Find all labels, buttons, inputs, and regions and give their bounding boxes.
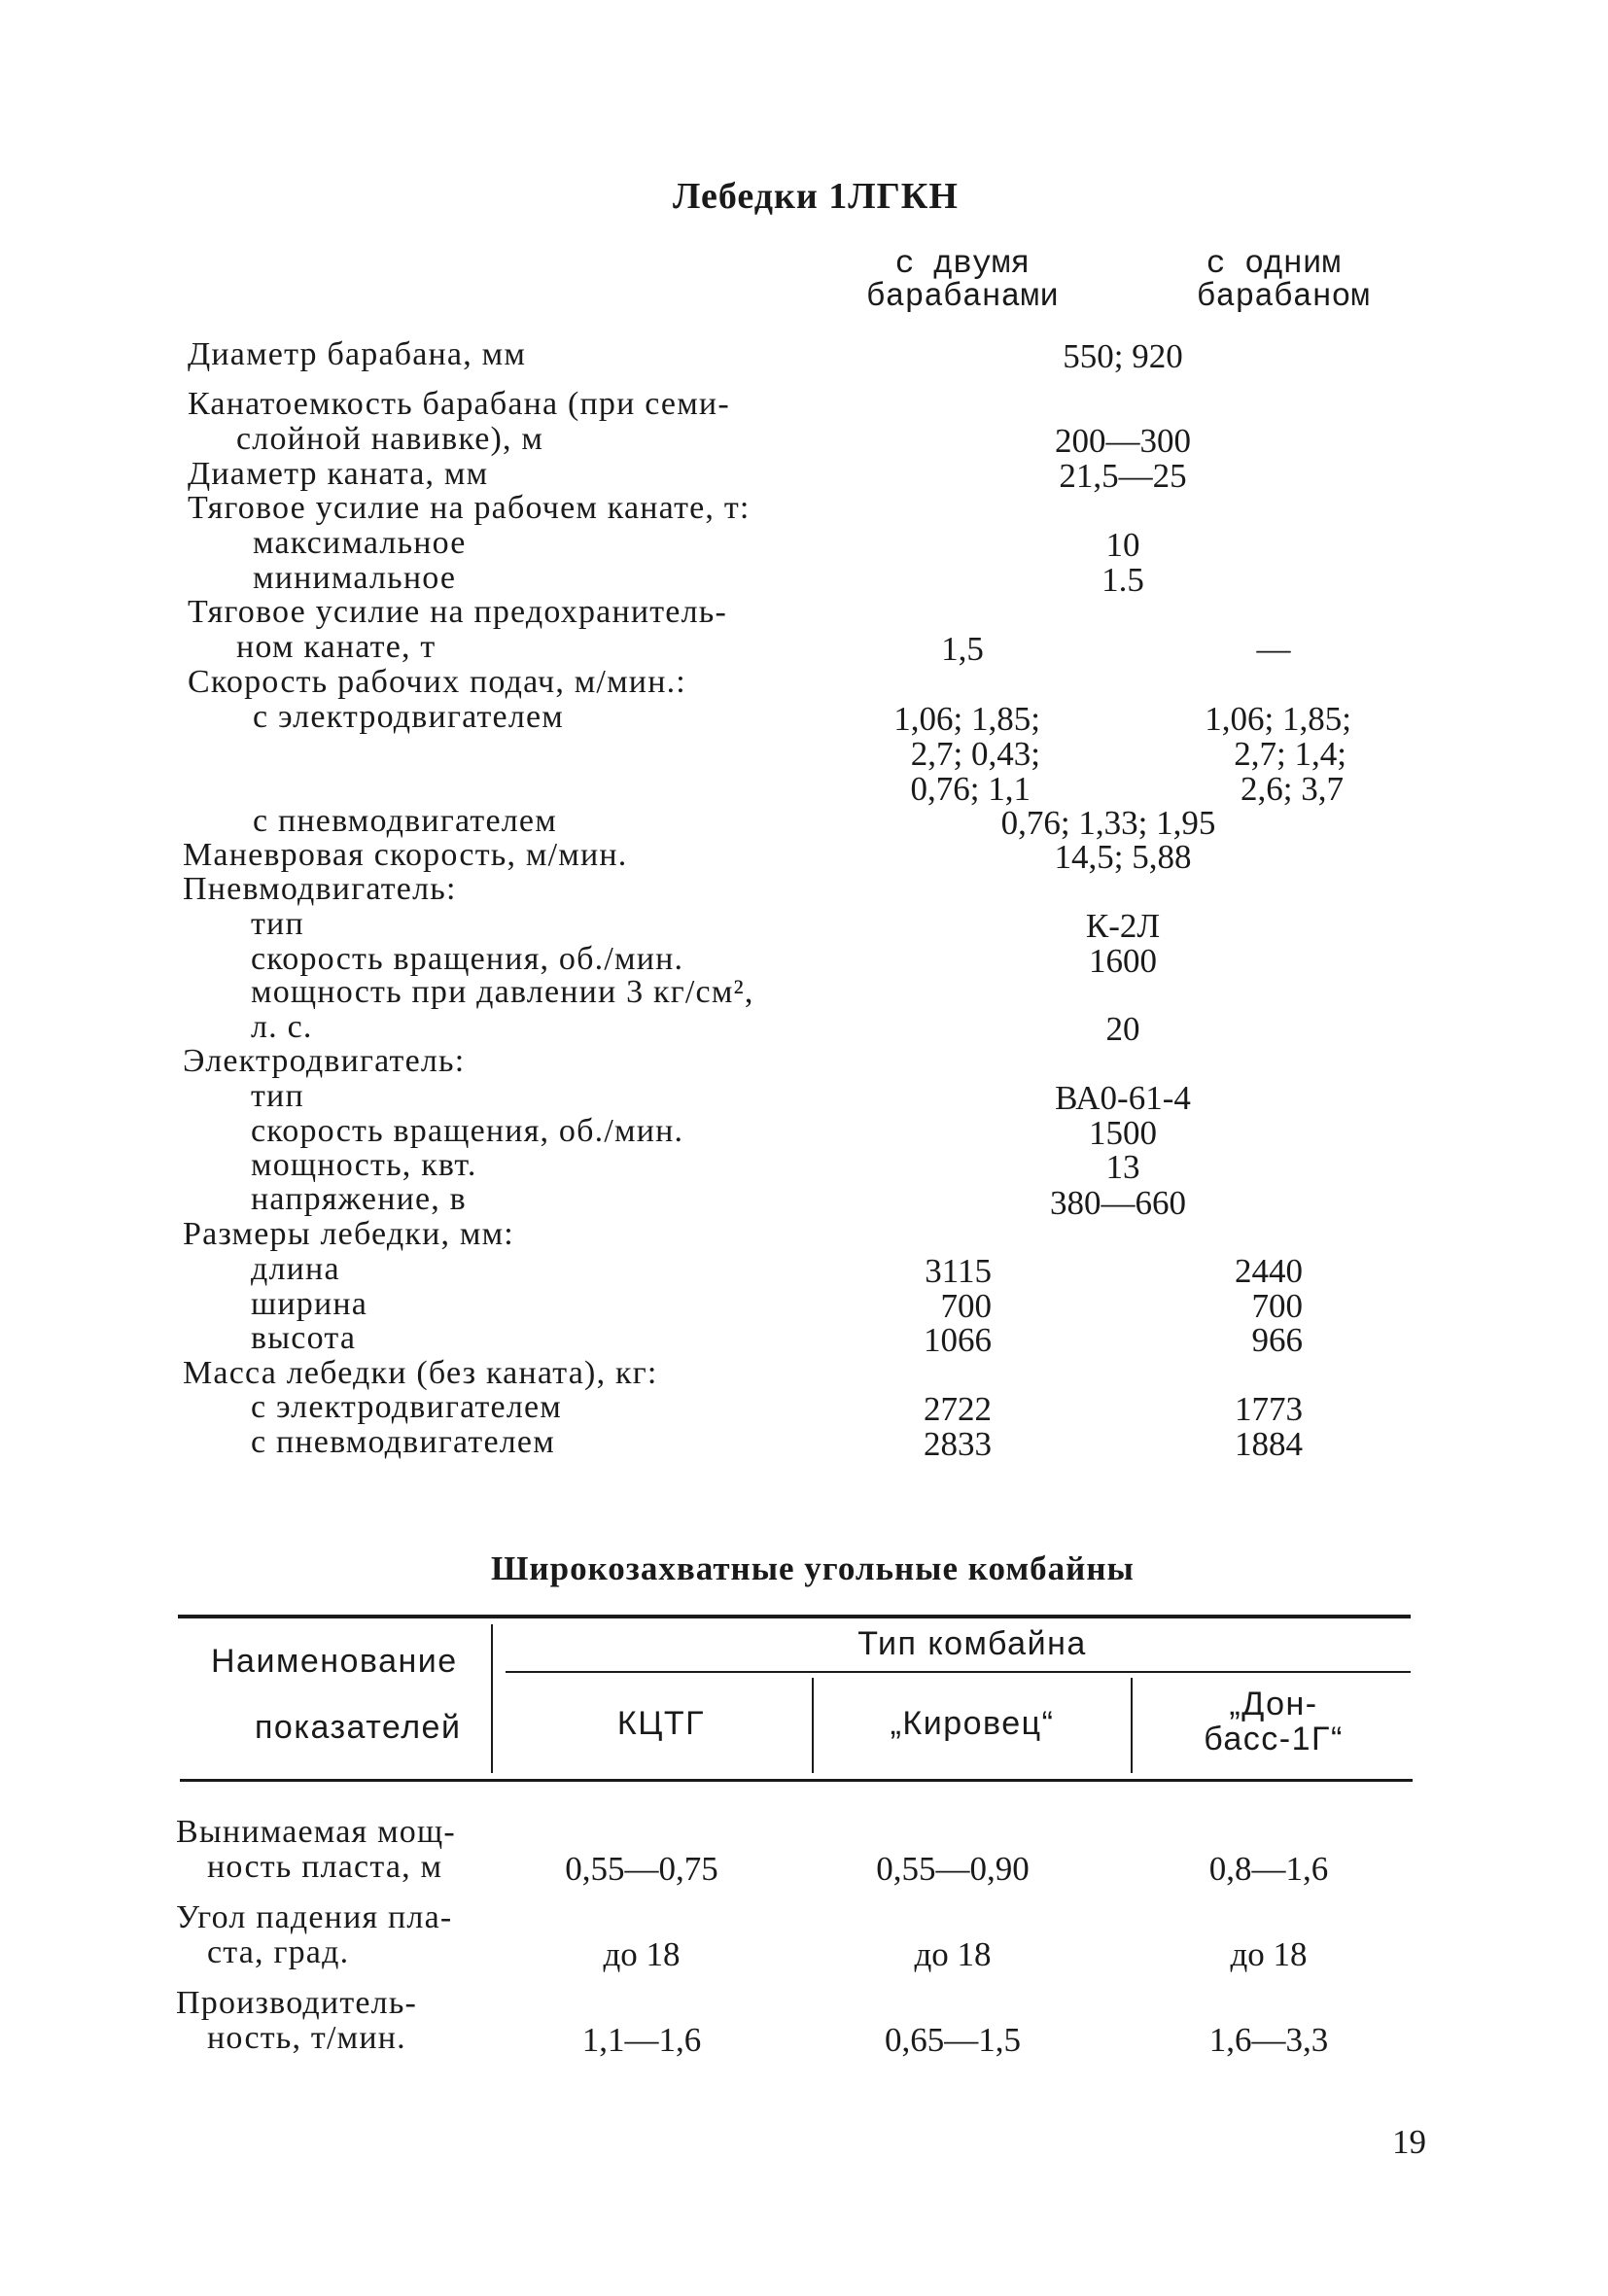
value-height-one: 966 (1251, 1321, 1303, 1359)
row-value-donbass: 1,6—3,3 (1208, 2021, 1329, 2059)
header-col-donbass-line2: басс-1Г“ (1204, 1721, 1344, 1757)
value-drum-diameter: 550; 920 (1063, 337, 1183, 375)
header-type-group: Тип комбайна (857, 1625, 1087, 1662)
value-feed-electric-one: 2,7; 1,4; (1234, 735, 1346, 773)
header-name-line1: Наименование (211, 1643, 458, 1680)
table-top-rule (178, 1615, 1411, 1618)
label-width: ширина (251, 1286, 368, 1322)
table-divider-col3 (1131, 1678, 1133, 1773)
row-label-line1: Угол падения пла- (176, 1899, 453, 1935)
label-feed-speed: Скорость рабочих подач, м/мин.: (188, 664, 686, 700)
table-divider-name (491, 1624, 493, 1773)
label-electric-voltage: напряжение, в (251, 1181, 467, 1217)
winch-title: Лебедки 1ЛГКН (673, 176, 959, 217)
value-electric-power: 13 (1105, 1148, 1140, 1186)
label-electric-motor: Электродвигатель: (183, 1043, 466, 1079)
row-label-line2: ста, град. (207, 1934, 350, 1970)
col-header-two-drums-line1: с двумя (894, 246, 1031, 282)
label-height: высота (251, 1320, 357, 1356)
value-feed-electric-one: 1,06; 1,85; (1205, 700, 1351, 738)
label-feed-electric: с электродвигателем (253, 699, 565, 735)
label-electric-speed: скорость вращения, об./мин. (251, 1113, 684, 1149)
value-width-one: 700 (1251, 1287, 1303, 1325)
value-traction-max: 10 (1105, 526, 1140, 564)
value-pneumatic-speed: 1600 (1089, 942, 1157, 980)
label-drum-diameter: Диаметр барабана, мм (188, 336, 527, 372)
page-number: 19 (1392, 2123, 1426, 2161)
row-value-kctg: 1,1—1,6 (581, 2021, 702, 2059)
col-header-one-drum-line1: с одним (1206, 246, 1342, 282)
value-height-two: 1066 (924, 1321, 992, 1359)
value-mass-pneumatic-one: 1884 (1235, 1425, 1303, 1463)
label-electric-power: мощность, квт. (251, 1147, 477, 1183)
value-feed-electric-two: 1,06; 1,85; (893, 700, 1040, 738)
label-rope-diameter: Диаметр каната, мм (188, 456, 489, 492)
row-label-line1: Производитель- (176, 1985, 418, 2021)
label-mass-electric: с электродвигателем (251, 1389, 563, 1425)
label-pneumatic-type: тип (251, 906, 304, 942)
label-traction-safety-line1: Тяговое усилие на предохранитель- (188, 594, 727, 630)
row-value-donbass: до 18 (1230, 1935, 1308, 1973)
label-rope-capacity-line1: Канатоемкость барабана (при семи- (188, 386, 730, 422)
col-header-one-drum-line2: барабаном (1196, 279, 1371, 315)
row-label-line2: ность пласта, м (207, 1849, 443, 1885)
header-col-donbass-line1: „Дон- (1229, 1686, 1318, 1722)
label-rope-capacity-line2: слойной навивке), м (236, 421, 544, 457)
row-value-kctg: 0,55—0,75 (565, 1850, 718, 1888)
value-width-two: 700 (940, 1287, 992, 1325)
value-traction-min: 1.5 (1101, 561, 1144, 599)
row-value-donbass: 0,8—1,6 (1208, 1850, 1329, 1888)
col-header-two-drums-line2: барабанами (865, 279, 1060, 315)
combines-title: Широкозахватные угольные комбайны (491, 1549, 1135, 1587)
label-length: длина (251, 1251, 340, 1287)
value-electric-speed: 1500 (1089, 1114, 1157, 1152)
value-mass-pneumatic-two: 2833 (924, 1425, 992, 1463)
label-traction-work: Тяговое усилие на рабочем канате, т: (188, 490, 751, 526)
label-pneumatic-power-line2: л. с. (251, 1009, 313, 1045)
value-feed-electric-one: 2,6; 3,7 (1241, 770, 1344, 808)
label-pneumatic-speed: скорость вращения, об./мин. (251, 941, 684, 977)
label-pneumatic-motor: Пневмодвигатель: (183, 871, 457, 907)
row-label-line2: ность, т/мин. (207, 2020, 406, 2056)
value-pneumatic-power: 20 (1105, 1010, 1140, 1048)
value-length-two: 3115 (925, 1252, 992, 1290)
label-traction-safety-line2: ном канате, т (236, 629, 437, 665)
value-length-one: 2440 (1235, 1252, 1303, 1290)
row-value-kctg: до 18 (603, 1935, 681, 1973)
row-value-kirovets: 0,55—0,90 (876, 1850, 1030, 1888)
label-maneuver-speed: Маневровая скорость, м/мин. (183, 837, 628, 873)
label-mass: Масса лебедки (без каната), кг: (183, 1355, 658, 1391)
label-pneumatic-power-line1: мощность при давлении 3 кг/см², (251, 974, 754, 1010)
label-mass-pneumatic: с пневмодвигателем (251, 1424, 555, 1460)
value-rope-capacity: 200—300 (1055, 422, 1191, 460)
value-mass-electric-two: 2722 (924, 1390, 992, 1428)
value-traction-safety-two: 1,5 (941, 630, 984, 668)
table-header-rule (180, 1779, 1413, 1782)
label-feed-pneumatic: с пневмодвигателем (253, 803, 557, 839)
label-traction-max: максимальное (253, 525, 467, 561)
value-pneumatic-type: К-2Л (1085, 907, 1161, 945)
header-name-line2: показателей (255, 1709, 462, 1746)
header-col-kirovets: „Кировец“ (890, 1705, 1055, 1742)
label-traction-min: минимальное (253, 560, 457, 596)
value-traction-safety-one: — (1256, 630, 1291, 668)
value-rope-diameter: 21,5—25 (1059, 457, 1187, 495)
table-divider-col2 (812, 1678, 814, 1773)
value-feed-electric-two: 0,76; 1,1 (910, 770, 1031, 808)
table-group-rule (506, 1671, 1411, 1673)
label-dimensions: Размеры лебедки, мм: (183, 1216, 514, 1252)
value-feed-electric-two: 2,7; 0,43; (910, 735, 1040, 773)
value-feed-pneumatic: 0,76; 1,33; 1,95 (1000, 804, 1216, 842)
row-value-kirovets: до 18 (914, 1935, 992, 1973)
value-mass-electric-one: 1773 (1235, 1390, 1303, 1428)
value-maneuver-speed: 14,5; 5,88 (1054, 838, 1192, 876)
row-label-line1: Вынимаемая мощ- (176, 1814, 456, 1850)
value-electric-type: ВА0-61-4 (1055, 1079, 1191, 1117)
header-col-kctg: КЦТГ (616, 1705, 706, 1742)
value-electric-voltage: 380—660 (1050, 1184, 1186, 1222)
label-electric-type: тип (251, 1078, 304, 1114)
row-value-kirovets: 0,65—1,5 (885, 2021, 1021, 2059)
